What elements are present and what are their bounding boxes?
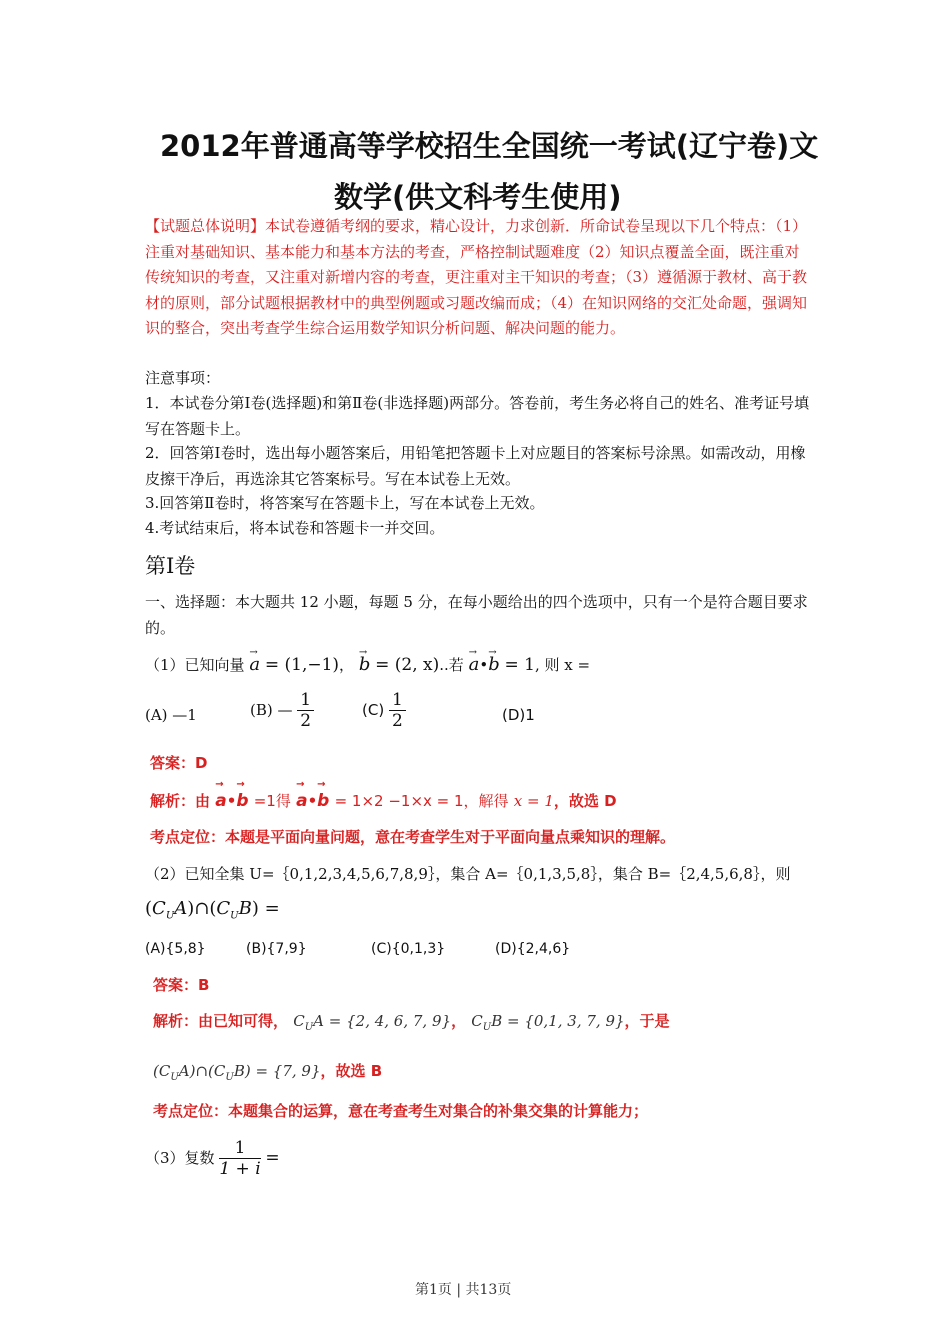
q2-stem: （2）已知全集 U=｛0,1,2,3,4,5,6,7,8,9｝，集合 A=｛0,1,3,5,8｝，集合 B=｛2,4,5,6,8｝，则: [145, 865, 791, 883]
overview-paragraph: 【试题总体说明】本试卷遵循考纲的要求，精心设计，力求创新．所命试卷呈现以下几个特点：（1）注重对基础知识、基本能力和基本方法的考查，严格控制试题难度（2）知识点覆盖全面，既注重对传统知识的考查，又注重对新增内容的考查，更注重对主干知识的考查；（3）遵循源于教材、高于教材的原则，部分试题根据教材中的典型例题或习题改编而成；（4）在知识网络的交汇处命题，强调知识的整合，突出考查学生综合运用数学知识分析问题、解决问题的能力。: [145, 217, 808, 337]
q1-option-a: (A) —1: [145, 706, 197, 724]
page-footer: 第1页 | 共13页: [415, 1282, 512, 1298]
q2-option-c: (C){0,1,3}: [371, 941, 446, 957]
q2-expression: $(C_UA)\cap(C_UB)$ =: [145, 898, 280, 922]
q3-stem: （3）复数 $\frac{1}{1 + i}$ =: [145, 1138, 280, 1179]
q2-analysis: 解析：由已知可得， $C_UA = \{2$, 4, 6, 7, 9}， $C_UB = \{0,1$, 3, 7, 9}，于是: [153, 1012, 670, 1033]
notes-heading: 注意事项：: [145, 369, 221, 387]
note-4: 4.考试结束后，将本试卷和答题卡一并交回。: [145, 519, 445, 537]
q2-option-b: (B){7,9}: [246, 941, 307, 957]
q1-stem: （1）已知向量 → a = (1,−1)， → b = (2, x)..若 → a•→ b = 1, 则 x =: [145, 652, 590, 678]
q1-analysis: 解析：由 → a•→ b =1得 → a•→ b = 1×2 −1×x = 1，解得 x = 1，故选 D: [150, 790, 617, 811]
title-line-1: 2012年普通高等学校招生全国统一考试(辽宁卷)文: [160, 129, 819, 163]
section-intro: 一、选择题：本大题共 12 小题，每题 5 分，在每小题给出的四个选项中，只有一个是符合题目要求的。: [145, 593, 808, 637]
section-title: 第Ⅰ卷: [145, 554, 196, 578]
q2-point: 考点定位：本题集合的运算，意在考查考生对集合的补集交集的计算能力；: [153, 1102, 649, 1120]
q1-option-b: (B) — $\frac{1}{2}$: [250, 690, 314, 731]
note-3: 3.回答第Ⅱ卷时，将答案写在答题卡上，写在本试卷上无效。: [145, 494, 545, 512]
q1-answer: 答案：D: [150, 754, 208, 772]
q2-option-d: (D){2,4,6}: [495, 941, 571, 957]
q2-result: $(C_UA)\cap(C_UB) = \{7$, 9}，故选 B: [153, 1062, 383, 1083]
note-2: 2．回答第Ⅰ卷时，选出每小题答案后，用铅笔把答题卡上对应题目的答案标号涂黑。如需改动，用橡皮擦干净后，再选涂其它答案标号。写在本试卷上无效。: [145, 444, 806, 488]
q2-answer: 答案：B: [153, 976, 210, 994]
q2-option-a: (A){5,8}: [145, 941, 206, 957]
q1-point: 考点定位：本题是平面向量问题，意在考查学生对于平面向量点乘知识的理解。: [150, 828, 676, 846]
note-1: 1．本试卷分第Ⅰ卷(选择题)和第Ⅱ卷(非选择题)两部分。答卷前，考生务必将自己的姓名、准考证号填写在答题卡上。: [145, 394, 810, 438]
q1-option-d: (D)1: [502, 706, 535, 724]
q1-option-c: (C) $\frac{1}{2}$: [362, 690, 406, 731]
title-line-2: 数学(供文科考生使用): [334, 180, 622, 214]
